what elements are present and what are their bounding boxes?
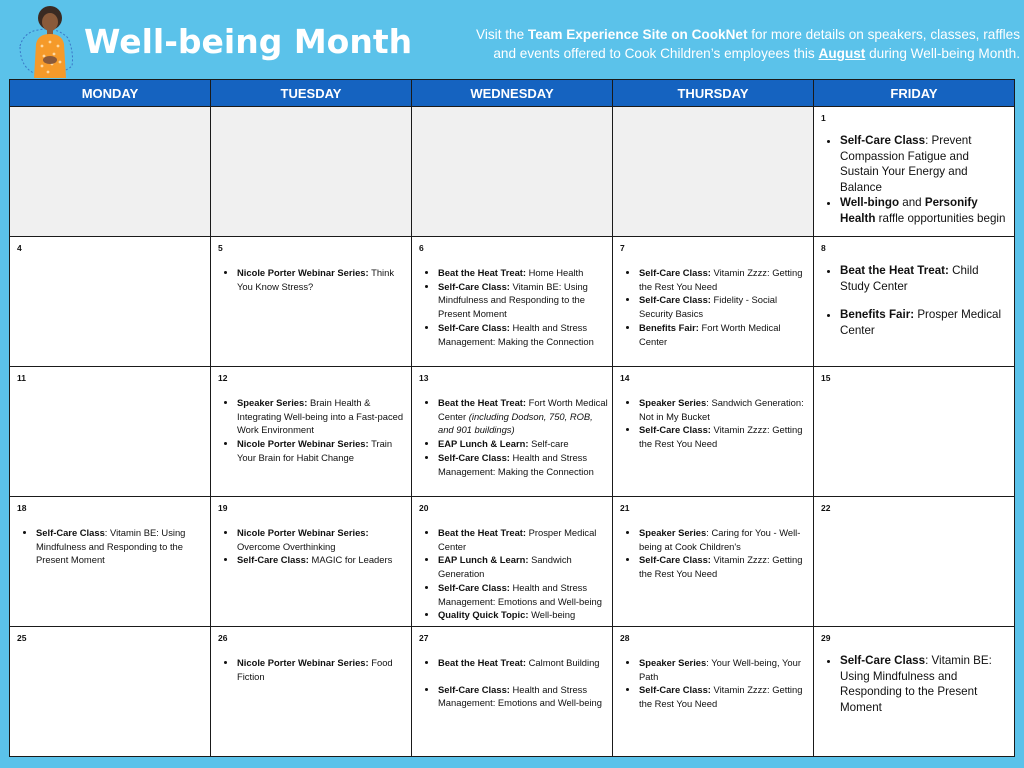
day-number: 21 (620, 503, 630, 513)
event-title: Fort Worth Medical Center (639, 321, 781, 347)
event-list (613, 656, 813, 711)
event-item (840, 195, 1010, 226)
event-list (10, 526, 210, 567)
event-type: Quality Quick Topic: (438, 609, 529, 621)
event-type: Well-bingo (840, 196, 900, 209)
day-number: 8 (821, 243, 826, 253)
day-number: 1 (821, 113, 826, 123)
day-number: 7 (620, 243, 625, 253)
event-item (237, 437, 407, 464)
event-item (840, 307, 1010, 338)
event-type: Self-Care Class: (639, 684, 711, 696)
event-item (438, 437, 608, 451)
person-illustration (16, 2, 86, 78)
event-item (639, 683, 809, 710)
calendar-week-row (10, 497, 1015, 627)
event-title: Food Fiction (237, 657, 393, 682)
event-type: Beat the Heat Treat: (438, 267, 527, 278)
event-title: : Prevent Compassion Fatigue and Sustain Your Energy and Balance (840, 134, 972, 194)
calendar-day-cell (412, 497, 613, 627)
event-item (639, 553, 809, 580)
event-title: Sandwich Generation (438, 554, 572, 580)
calendar-day-cell (10, 367, 211, 497)
calendar-day-cell (412, 107, 613, 237)
event-type: Self-Care Class: (438, 581, 510, 593)
calendar-day-cell (412, 627, 613, 757)
event-item (840, 133, 1010, 195)
event-item (438, 396, 608, 437)
event-item (639, 526, 809, 553)
event-type: Self-Care Class: (237, 554, 309, 566)
event-item (438, 321, 608, 348)
event-title: Vitamin Zzzz: Getting the Rest You Need (639, 267, 803, 292)
event-type: Self-Care Class: (438, 280, 510, 292)
calendar-day-cell (10, 237, 211, 367)
event-item (840, 653, 1010, 715)
day-number: 18 (17, 503, 27, 513)
event-list (211, 656, 411, 683)
event-title: Home Health (526, 267, 584, 278)
event-list (613, 526, 813, 581)
event-item (237, 396, 407, 437)
event-item (438, 280, 608, 321)
event-item (639, 396, 809, 423)
cooknet-site-link[interactable]: Team Experience Site on CookNet (527, 27, 748, 42)
event-type: EAP Lunch & Learn: (438, 438, 529, 450)
calendar-day-cell (613, 627, 814, 757)
event-item (438, 266, 608, 280)
event-list (412, 656, 612, 710)
day-number: 26 (218, 633, 228, 643)
event-type: Speaker Series: (237, 397, 308, 408)
event-item (438, 526, 608, 553)
event-title: Train Your Brain for Habit Change (237, 438, 393, 463)
event-type: Nicole Porter Webinar Series: (237, 438, 369, 450)
header-banner (0, 0, 1024, 78)
event-list (814, 133, 1014, 226)
calendar-week-row (10, 367, 1015, 497)
event-type: Benefits Fair: (840, 308, 915, 321)
event-type: Self-Care Class: (639, 267, 711, 278)
event-type: Self-Care Class: (639, 554, 711, 566)
calendar-day-cell (814, 107, 1015, 237)
event-title: Health and Stress Management: Making the Connection (438, 321, 594, 347)
event-title: Fort Worth Medical Center (438, 397, 608, 422)
weekday-header: TUESDAY (211, 80, 412, 107)
weekday-header: FRIDAY (814, 80, 1015, 107)
event-item (237, 526, 407, 553)
event-type: Beat the Heat Treat: (840, 264, 949, 277)
calendar-day-cell (613, 107, 814, 237)
event-type: Nicole Porter Webinar Series: (237, 657, 369, 668)
event-title: Vitamin BE: Using Mindfulness and Responding to the Present Moment (438, 280, 588, 320)
info-text-part: Visit the (476, 27, 528, 42)
info-text (420, 25, 1020, 63)
event-list (211, 526, 411, 567)
day-number: 14 (620, 373, 630, 383)
event-title: : Vitamin BE: Using Mindfulness and Responding to the Present Moment (840, 654, 992, 714)
event-title: Think You Know Stress? (237, 267, 395, 292)
event-title: raffle opportunities begin (875, 211, 1006, 225)
event-type: Speaker Series (639, 527, 707, 538)
event-list (613, 266, 813, 348)
event-list (814, 653, 1014, 715)
event-title: Prosper Medical Center (840, 308, 1002, 337)
event-title: Self-care (528, 438, 569, 450)
event-item (840, 263, 1010, 294)
calendar-week-row (10, 107, 1015, 237)
event-item (237, 553, 407, 567)
event-title: Vitamin Zzzz: Getting the Rest You Need (639, 554, 803, 580)
calendar-week-row (10, 237, 1015, 367)
weekday-header-row (10, 80, 1015, 107)
event-type: Nicole Porter Webinar Series: (237, 527, 369, 538)
event-title: Fidelity - Social Security Basics (639, 294, 778, 320)
event-item (438, 581, 608, 608)
day-number: 20 (419, 503, 429, 513)
weekday-header: THURSDAY (613, 80, 814, 107)
calendar-table (9, 79, 1015, 757)
month-name: August (818, 46, 866, 61)
day-number: 22 (821, 503, 831, 513)
event-title: MAGIC for Leaders (308, 554, 393, 566)
calendar-day-cell (10, 627, 211, 757)
event-title: Vitamin Zzzz: Getting the Rest You Need (639, 424, 803, 450)
event-title: : Vitamin BE: Using Mindfulness and Responding to the Present Moment (36, 527, 186, 566)
event-type: Self-Care Class: (438, 451, 510, 463)
event-title: Health and Stress Management: Emotions and Well-being (438, 581, 602, 607)
event-title: : Your Well-being, Your Path (639, 657, 801, 682)
day-number: 28 (620, 633, 630, 643)
calendar-day-cell (211, 237, 412, 367)
event-item (36, 526, 206, 567)
info-text-part: for more details on speakers, classes, raffles (747, 27, 1020, 42)
event-title: Vitamin Zzzz: Getting the Rest You Need (639, 684, 803, 710)
day-number: 6 (419, 243, 424, 253)
event-item (639, 266, 809, 293)
day-number: 27 (419, 633, 429, 643)
day-number: 11 (17, 373, 26, 383)
calendar-day-cell (814, 497, 1015, 627)
calendar-day-cell (412, 237, 613, 367)
calendar-day-cell (211, 627, 412, 757)
event-item (237, 266, 407, 293)
event-item (639, 321, 809, 348)
event-item (639, 423, 809, 450)
calendar-day-cell (814, 367, 1015, 497)
event-type: Self-Care Class: (438, 321, 510, 333)
calendar-day-cell (10, 497, 211, 627)
day-number: 13 (419, 373, 429, 383)
calendar-week-row (10, 627, 1015, 757)
event-type: Self-Care Class (840, 654, 926, 667)
event-item (438, 683, 608, 710)
event-title: Health and Stress Management: Emotions and Well-being (438, 683, 602, 709)
event-type: Beat the Heat Treat: (438, 397, 527, 408)
event-title: : Sandwich Generation: Not in My Bucket (639, 397, 804, 422)
event-title: Calmont Building (526, 657, 600, 668)
event-list (211, 396, 411, 465)
event-type: Speaker Series (639, 657, 707, 668)
day-number: 19 (218, 503, 228, 513)
calendar-day-cell (211, 497, 412, 627)
event-title: : Caring for You - Well-being at Cook Children's (639, 527, 801, 552)
day-number: 29 (821, 633, 831, 643)
day-number: 4 (17, 243, 22, 253)
event-title: and (899, 196, 925, 209)
calendar-day-cell (613, 497, 814, 627)
event-type: EAP Lunch & Learn: (438, 554, 529, 566)
event-title: Overcome Overthinking (237, 540, 336, 552)
event-list (211, 266, 411, 293)
event-list (613, 396, 813, 451)
event-list (814, 263, 1014, 338)
info-text-part: during Well-being Month. (865, 46, 1020, 61)
calendar-day-cell (211, 367, 412, 497)
day-number: 25 (17, 633, 27, 643)
day-number: 12 (218, 373, 228, 383)
event-type: Nicole Porter Webinar Series: (237, 267, 369, 278)
weekday-header: WEDNESDAY (412, 80, 613, 107)
event-item (639, 293, 809, 320)
page-title: Well-being Month (84, 22, 413, 61)
calendar-day-cell (10, 107, 211, 237)
event-note: (including Dodson, 750, ROB, and 901 buildings) (438, 410, 593, 436)
weekday-header: MONDAY (10, 80, 211, 107)
event-list (412, 396, 612, 478)
event-type: Self-Care Class: (639, 424, 711, 436)
event-title: Child Study Center (840, 264, 979, 293)
event-list (412, 526, 612, 622)
event-title: Brain Health & Integrating Well-being into a Fast-paced Work Environment (237, 397, 404, 436)
info-text-part: and events offered to Cook Children’s employees this (493, 46, 819, 61)
event-title: Health and Stress Management: Making the Connection (438, 451, 594, 477)
event-type: Beat the Heat Treat: (438, 527, 527, 538)
calendar-day-cell (814, 237, 1015, 367)
event-type: Speaker Series (639, 397, 707, 408)
event-type: Self-Care Class (36, 527, 105, 538)
calendar-day-cell (613, 367, 814, 497)
day-number: 15 (821, 373, 831, 383)
calendar-day-cell (814, 627, 1015, 757)
event-item (438, 656, 608, 670)
event-item (438, 553, 608, 580)
calendar-day-cell (211, 107, 412, 237)
event-title: Prosper Medical Center (438, 527, 597, 552)
event-type: Personify Health (840, 196, 978, 225)
event-item (639, 656, 809, 683)
event-list (412, 266, 612, 348)
event-type: Beat the Heat Treat: (438, 657, 527, 668)
event-title: Well-being (528, 609, 576, 621)
event-item (237, 656, 407, 683)
calendar-day-cell (613, 237, 814, 367)
day-number: 5 (218, 243, 223, 253)
event-type: Self-Care Class: (438, 683, 510, 695)
event-item (438, 451, 608, 478)
calendar-day-cell (412, 367, 613, 497)
event-type: Self-Care Class: (639, 294, 711, 306)
event-type: Self-Care Class (840, 134, 926, 147)
event-type: Benefits Fair: (639, 321, 699, 333)
event-item (438, 608, 608, 622)
